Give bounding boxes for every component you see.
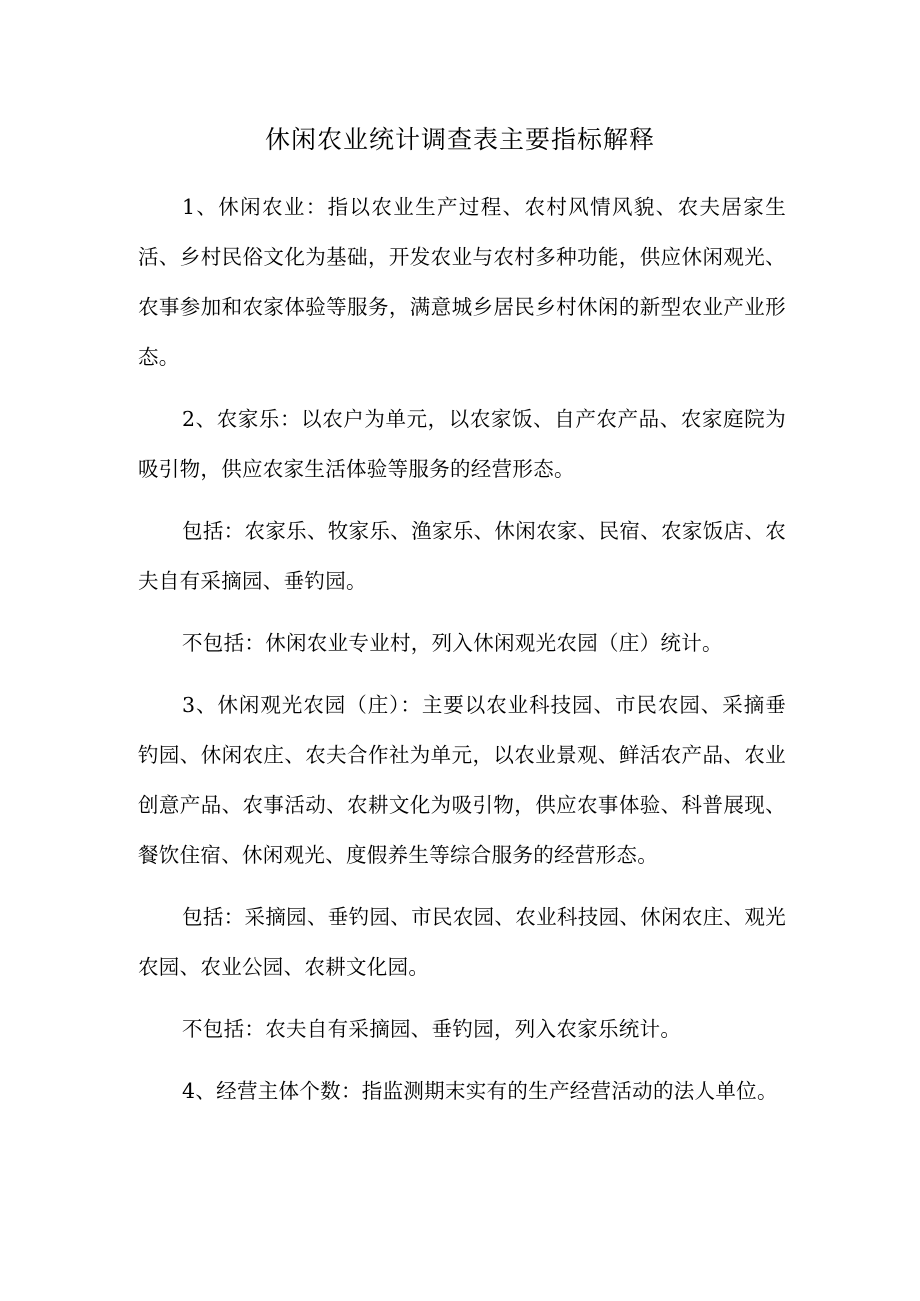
paragraph-farmhouse-includes: 包括：农家乐、牧家乐、渔家乐、休闲农家、民宿、农家饭店、农夫自有采摘园、垂钓园。 bbox=[138, 519, 786, 593]
paragraph-farmhouse-excludes: 不包括：休闲农业专业村，列入休闲观光农园（庄）统计。 bbox=[182, 631, 723, 655]
document-title: 休闲农业统计调查表主要指标解释 bbox=[264, 125, 655, 154]
document-body bbox=[138, 182, 786, 1116]
paragraph-leisure-agriculture: 1、休闲农业：指以农业生产过程、农村风情风貌、农夫居家生活、乡村民俗文化为基础，开发农业与农村多种功能，供应休闲观光、农事参加和农家体验等服务，满意城乡居民乡村休闲的新型农业产业形态。 bbox=[138, 195, 786, 369]
paragraph-sightseeing-farm-excludes: 不包括：农夫自有采摘园、垂钓园，列入农家乐统计。 bbox=[182, 1017, 682, 1041]
paragraph-farmhouse-definition: 2、农家乐：以农户为单元，以农家饭、自产农产品、农家庭院为吸引物，供应农家生活体验等服务的经营形态。 bbox=[138, 407, 786, 481]
paragraph-business-entity-count: 4、经营主体个数：指监测期末实有的生产经营活动的法人单位。 bbox=[182, 1079, 778, 1103]
paragraph-sightseeing-farm-includes: 包括：采摘园、垂钓园、市民农园、农业科技园、休闲农庄、观光农园、农业公园、农耕文化园。 bbox=[138, 905, 786, 979]
paragraph-sightseeing-farm-definition: 3、休闲观光农园（庄）：主要以农业科技园、市民农园、采摘垂钓园、休闲农庄、农夫合作社为单元，以农业景观、鲜活农产品、农业创意产品、农事活动、农耕文化为吸引物，供应农事体验、科普展现、餐饮住宿、休闲观光、度假养生等综合服务的经营形态。 bbox=[138, 693, 786, 867]
